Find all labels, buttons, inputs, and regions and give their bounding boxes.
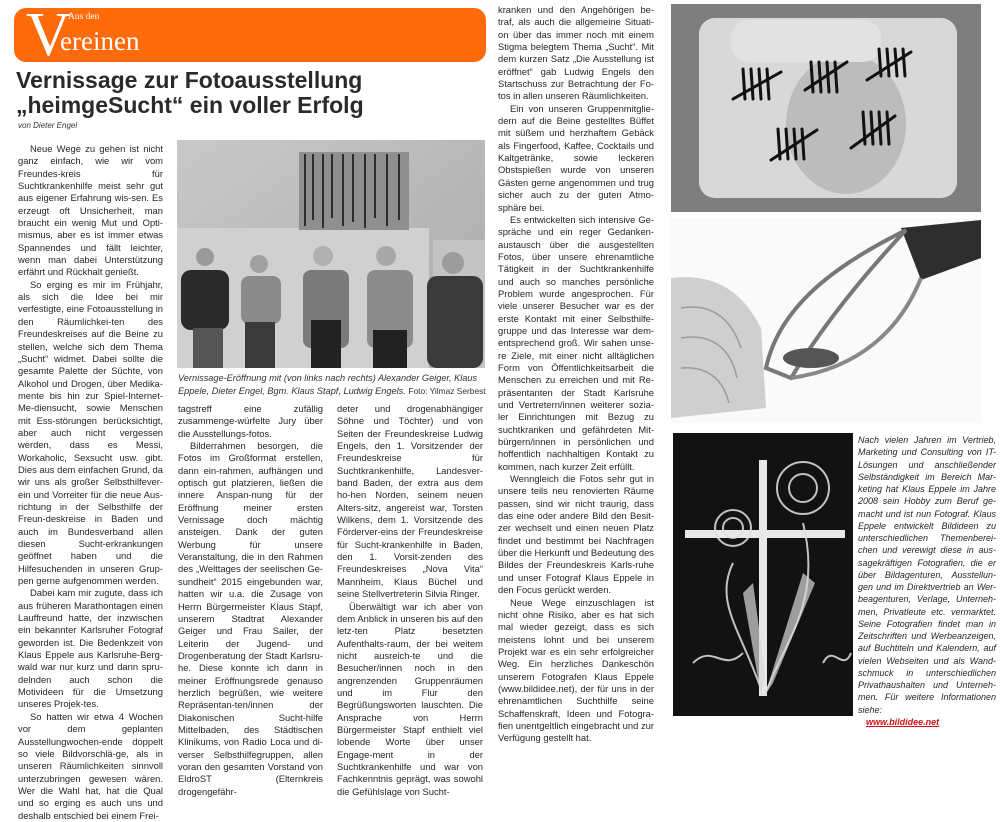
paragraph: Es entwickelten sich intensive Ge-spräche und ein reger Gedanken-austausch über die ausgestellten Fotos, über unsere ehrenamtliche Tätigkeit in der Suchtkrankenhilfe und auch so manches persönliche Problem wurde angesprochen. Für viele unserer Besucher war es der erste Kontakt mit einer Selbsthilfe-gruppe und das Interesse war dem-entsprechend groß. Wir sahen unse-re Ziele, mit einer nicht alltäglichen Form von Öffentlichkeitsarbeit die Menschen zu erreichen und mit Re-präsentanten der Stadt Karlsruhe und Vertretern/innen weiterer sozia-ler Einrichtungen mit Bezug zu suchtkranken und gefährdeten Mit-bürgern/innen in persönlichen und hoffentlich nachhaltigen Kontakt zu kommen, nach kurzer Zeit erfüllt. <box>498 213 654 472</box>
photo-credit: Foto: Yilmaz Serbest <box>408 385 486 396</box>
smoke-cross-illustration <box>673 433 853 716</box>
section-banner-title: ereinen <box>60 26 140 56</box>
article-column-1 <box>18 143 163 822</box>
section-banner-small-text: Aus den <box>68 12 100 22</box>
photographer-bio <box>858 434 996 728</box>
article-column-3 <box>337 403 483 798</box>
paragraph: deter und drogenabhängiger Söhne und Töchter) und von Seiten der Freundeskreise Ludwig Engels, den 1. Vorsitzender der Freundeskreise für Suchtkrankenhilfe, Landesver-band Baden, der extra aus dem ho-hen Norden, seinem neuen Alters-sitz, angereist war, Torsten Wilkens, dem 1. Vorsitzende des Förderver-eins der Freundeskreise für Sucht-krankenhilfe in Baden, den 1. Vorsit-zenden des Freundeskreises „Nova Vita“ Mannheim, Klaus Büchel und seine Stellvertreterin Silvia Ringer. <box>337 403 483 600</box>
paragraph: So erging es mir im Frühjahr, als sich die Idee bei mir verfestigte, eine Fotoausstellung in den Räumlichkei-ten des Freundeskreises auf die Beine zu stellen, welche sich dem Thema „Sucht“ widmet. Dabei sollte die gesamte Palette der Süchte, von Alkohol und Drogen, über Medika-mente bis hin zur Spiel-Internet-Me-diensucht, sowie Menschen mit Ess-störungen berücksichtigt, aber auch nicht vergessen werden, dass es Messi, Workaholic, Sexsucht usw. gibt. Dies aus dem einfachen Grund, da wir uns als großer Selbsthilfever-ein und Vorreiter für die neue Aus-richtung in der Selbsthilfe der Freun-deskreise in Baden und auch im Bundesverband allen diesen Sucht-erkrankungen geöffnet haben und die Hilfesuchenden in unseren Grup-pen gerne aufgenommen werden. <box>18 278 163 587</box>
article-column-2 <box>178 403 323 798</box>
article-column-4 <box>498 4 654 745</box>
tally-marks-illustration <box>671 4 981 212</box>
paragraph: tagstreff eine zufällig zusammenge-würfelte Jury über die Ausstellungs-fotos. <box>178 403 323 439</box>
tally-marks-photo <box>671 4 981 212</box>
paragraph: So hatten wir etwa 4 Wochen vor dem geplanten Ausstellungwochen-ende doppelt so viele Bildvorschlä-ge, als in unseren Räumlichkeiten sinnvoll unterzubringen gewesen wären. Wer die Wahl hat, hat die Qual und so erging es auch uns und deshalb entschied bei einem Frei- <box>18 710 163 821</box>
article-byline: von Dieter Engel <box>18 121 78 130</box>
paragraph: Überwältigt war ich aber von dem Anblick in unseren bis auf den letz-ten Platz besetzten Aufenthalts-raum, der bei weitem nicht ausreich-te und die Besucher/innen noch in den angrenzenden Gruppenräumen und im Flur den Begrüßungsworten lauschten. Die Ansprache von Herrn Bürgermeister Stapf enthielt viel lobende Worte über unser Engage-ment in der Suchtkrankenhilfe und war von Fachkenntnis geprägt, was sowohl die Gefühlslage von Sucht- <box>337 600 483 797</box>
paragraph: Ein von unseren Gruppenmitglie-dern auf die Beine gestelltes Büffet mit süßem und herzhaftem Gebäck als Fingerfood, Kaffee, Cocktails und Kaltgetränke, sowie leckeren Obstspießen wurde von unseren Gästen gerne angenommen und trug sicher auch zu der guten Atmo-sphäre bei. <box>498 102 654 213</box>
group-photo-illustration <box>177 140 485 368</box>
photographer-website-link[interactable]: www.bildidee.net <box>866 716 940 727</box>
group-photo <box>177 140 485 368</box>
section-banner-initial: V <box>26 1 71 69</box>
headline-line-2: „heimgeSucht“ ein voller Erfolg <box>16 92 364 118</box>
photo-caption-text: Vernissage-Eröffnung mit (von links nach rechts) Alexander Geiger, Klaus Eppele, Dieter Engel, Bgm. Klaus Stapf, Ludwig Engels. <box>178 373 478 396</box>
paragraph: Wenngleich die Fotos sehr gut in unsere teils neu renovierten Räume passen, sind wir nicht traurig, dass das eine oder andere Bild den Besit-zer wechselt und einen neuen Platz findet und bestimmt bei Nachfragen über die Herkunft und Bedeutung des Bildes der Freundeskreis Karls-ruhe und unser Fotograf Klaus Eppele in den Focus gerückt werden. <box>498 473 654 596</box>
wine-glass-illustration <box>671 218 981 423</box>
paragraph: Neue Wege einzuschlagen ist nicht ohne Risiko, aber es hat sich mal wieder gezeigt, dass es sich meistens lohnt und bei unserem Projekt war es ein sehr erfolgreicher Weg. Ein herzliches Dankeschön unserem Fotografen Klaus Eppele (www.bildidee.net), der für uns in der ehrenamtlichen Suchthilfe seine Schaffenskraft, Ideen und Fotogra-fien unentgeltlich eingebracht und zur Verfügung gestellt hat. <box>498 596 654 744</box>
paragraph: Neue Wege zu gehen ist nicht ganz einfach, wie wir vom Freundes-kreis für Suchtkrankenhilfe meist sehr gut aus eigener Erfahrung wis-sen. Es erzeugt oft Unsicherheit, man braucht ein wenig Mut und Opti-mismus, aber es ist immer etwas Spannendes und fällt leichter, wenn man dabei Unterstützung erfährt und Rückhalt genießt. <box>18 143 163 278</box>
article-headline <box>16 68 496 118</box>
photo-caption <box>178 372 488 397</box>
headline-line-1: Vernissage zur Fotoausstellung <box>16 67 363 93</box>
paragraph: Bilderrahmen besorgen, die Fotos im Großformat erstellen, dann ein-rahmen, aufhängen und optisch gut platzieren, ließen die innere Anspan-nung für der Eröffnung meiner ersten Vernissage doch mächtig ansteigen. Dank der guten Werbung für unsere Veranstaltung, die in den Rahmen des „Welttages der seelischen Ge-sundheit“ 2015 eingebunden war, hatten wir u.a. die Zusage von Herrn Bürgermeister Klaus Stapf, unserem Stadtrat Alexander Geiger und Frau Sailer, der Leiterin der Jugend- und Drogenberatung der Stadt Karlsru-he. Diese konnte ich dann in meiner Eröffnungsrede genauso herzlich begrüßen, wie weitere Repräsentan-ten/innen der Diakonischen Sucht-hilfe Mittelbaden, des Städtischen Klinikums, von Radio Loca und di-verser Selbsthilfegruppen, allen voran den gesamten Vorstand von EldroST (Elternkreis drogengefähr- <box>178 440 323 797</box>
wine-glass-photo <box>671 218 981 423</box>
photographer-bio-text: Nach vielen Jahren im Vertrieb, Marketing und Consulting von IT-Lösungen und anschließender Selbständigkeit im Bereich Mar-keting hat Klaus Eppele im Jahre 2008 sein Hobby zum Beruf ge-macht und ist nun Fotograf. Klaus Eppele entwickelt Bildideen zu unterschiedlichen Themenberei-chen und verewigt diese in aus-sagekräftigen Fotografien, die er über Bildagenturen, Ausstellun-gen und im Direktvertrieb an Wer-beagenturen, Verlage, Unterneh-men, Privatleute etc. vermarktet. Seine Fotografien findet man in Zeitschriften und Werbeanzeigen, auf Buchtiteln und Kalendern, auf vielen Webseiten und als Wand-schmuck in unterschiedlichen Privathaushalten und Unterneh-men. Für weitere Informationen siehe: <box>858 435 996 715</box>
paragraph: kranken und den Angehörigen be-traf, als auch die allgemeine Situati-on über das immer noch mit einem Stigma belegtem Thema „Sucht“. Mit dem kurzen Satz „Die Ausstellung ist eröffnet“ gab Ludwig Engels den Startschuss zur Betrachtung der Fo-tos in allen unseren Räumlichkeiten. <box>498 4 654 102</box>
paragraph: Dabei kam mir zugute, dass ich aus früheren Marathontagen einen Lauffreund hatte, der inzwischen ein bekannter Karlsruher Fotograf geworden ist. Die Bedenkzeit von Klaus Eppele aus Karlsruhe-Berg-wald war nur kurz und dann spru-delnden auch schon die Motivideen für die Umsetzung unseres Projek-tes. <box>18 587 163 710</box>
smoke-cross-photo <box>673 433 853 716</box>
